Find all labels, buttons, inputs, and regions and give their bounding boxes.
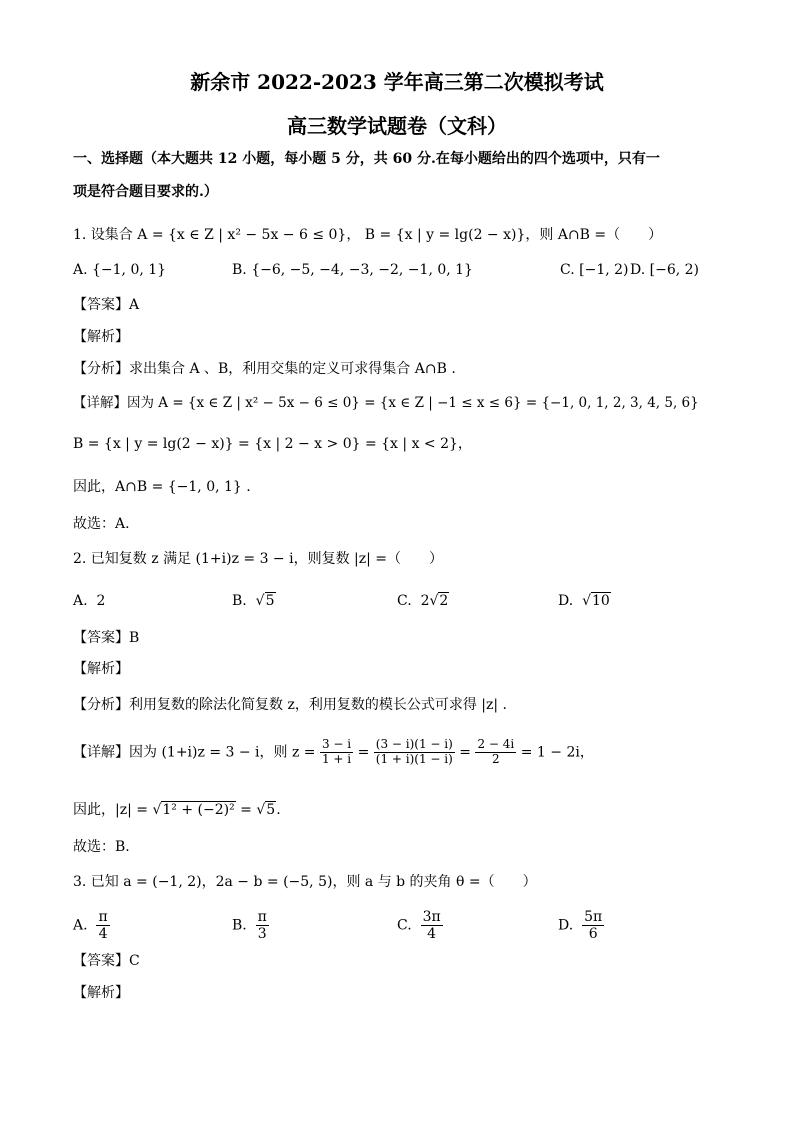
q2-option-c-coef: 2	[420, 593, 430, 609]
q2-stem: 2. 已知复数 z 满足 (1+i)z = 3 − i，则复数 |z| =（ ）	[73, 551, 444, 567]
q2-choose: 故选：B.	[73, 839, 130, 855]
q2-option-d-root-sign: √	[582, 593, 592, 609]
q3-option-d[interactable]	[558, 909, 604, 942]
q3-stem: 3. 已知 a = (−1, 2)，2a − b = (−5, 5)，则 a 与 b 的夹角 θ =（ ）	[73, 874, 537, 890]
section-header-line1: 一、选择题（本大题共 12 小题，每小题 5 分，共 60 分.在每小题给出的四个选项中，只有一	[73, 151, 660, 167]
q1-option-c[interactable]	[560, 262, 629, 279]
q2-answer: 【答案】B	[73, 630, 140, 646]
q2-equals-1: =	[357, 744, 370, 761]
q2-fenxi: 【分析】利用复数的除法化简复数 z，利用复数的模长公式可求得 |z| .	[73, 697, 507, 713]
q1-stem-pre: 1. 设集合	[73, 227, 133, 243]
q1-option-a-label: A.	[73, 262, 88, 278]
q2-fraction-1	[320, 738, 353, 767]
q3-option-a-frac	[96, 909, 109, 942]
q1-set-b: B = {x | y = lg(2 − x)}	[364, 227, 526, 243]
q2-detail2-root2: 5	[266, 802, 276, 818]
q2-option-c-text: 2	[439, 593, 449, 609]
q2-option-c-label: C.	[397, 593, 412, 609]
q3-option-c[interactable]	[397, 909, 443, 942]
q3-jiexi: 【解析】	[73, 985, 129, 1001]
q1-option-d-label: D.	[630, 262, 646, 278]
q1-option-d[interactable]	[630, 262, 699, 279]
q3-answer: 【答案】C	[73, 953, 140, 969]
q1-set-a: A = {x ∈ Z | x² − 5x − 6 ≤ 0}	[137, 227, 347, 243]
q3-option-a-num: π	[98, 909, 108, 925]
q2-option-c-root-sign: √	[429, 593, 439, 609]
section-header-line2: 项是符合题目要求的.）	[73, 184, 218, 200]
q2-fraction-2-den: (1 + i)(1 − i)	[375, 751, 453, 766]
q2-fraction-3-den: 2	[492, 751, 500, 766]
q2-detail2-end: .	[276, 802, 281, 818]
q2-fraction-2	[374, 738, 455, 767]
q3-option-d-label: D.	[558, 917, 574, 934]
q2-detail2-eq: =	[240, 802, 252, 818]
q2-equals-2: =	[459, 744, 472, 761]
q2-option-c[interactable]	[397, 593, 449, 610]
q2-option-b-root-sign: √	[255, 593, 265, 609]
q2-fraction-1-den: 1 + i	[321, 751, 352, 766]
q1-option-a[interactable]	[73, 262, 166, 279]
q3-option-d-num: 5π	[584, 909, 603, 925]
q3-option-d-den: 6	[588, 926, 598, 943]
q3-option-c-label: C.	[397, 917, 412, 934]
q1-jiexi: 【解析】	[73, 329, 129, 345]
q2-option-b-label: B.	[232, 593, 247, 609]
q1-option-b[interactable]	[232, 262, 473, 279]
q1-stem-post: ，则 A∩B =（ ）	[525, 227, 663, 243]
q1-option-b-label: B.	[232, 262, 247, 278]
q1-stem: 1. 设集合 A = {x ∈ Z | x² − 5x − 6 ≤ 0}， B = {x | y = lg(2 − x)}，则 A∩B =（ ）	[73, 227, 663, 243]
q3-option-c-den: 4	[427, 926, 437, 943]
q2-detail-1	[73, 738, 594, 767]
q1-option-c-text: [−1, 2)	[579, 262, 629, 278]
q2-fraction-3	[475, 738, 516, 767]
q2-detail2-root-sign: √	[152, 802, 162, 818]
q2-fraction-2-num: (3 − i)(1 − i)	[375, 737, 453, 751]
q1-answer: 【答案】A	[73, 297, 140, 313]
q1-detail-2: B = {x | y = lg(2 − x)} = {x | 2 − x > 0} = {x | x < 2}，	[73, 436, 472, 452]
q3-option-b-frac	[256, 909, 269, 942]
q3-option-b-label: B.	[232, 917, 247, 934]
q3-option-b[interactable]	[232, 909, 269, 942]
q2-option-d[interactable]	[558, 593, 611, 610]
q2-option-b[interactable]	[232, 593, 276, 610]
q2-detail-post: = 1 − 2i，	[520, 744, 594, 761]
q2-fraction-1-num: 3 − i	[321, 737, 352, 751]
q2-detail2-pre: 因此，|z| =	[73, 802, 148, 818]
q2-detail-pre: 【详解】因为 (1+i)z = 3 − i，则 z =	[73, 744, 316, 761]
q2-option-d-label: D.	[558, 593, 574, 609]
q3-option-b-den: 3	[257, 926, 267, 943]
q3-option-a-label: A.	[73, 917, 88, 934]
q2-option-d-text: 10	[592, 593, 610, 609]
q3-option-a[interactable]	[73, 909, 110, 942]
q1-option-c-label: C.	[560, 262, 575, 278]
q2-option-a[interactable]	[73, 593, 105, 610]
q2-option-a-label: A.	[73, 593, 88, 609]
q1-option-a-text: {−1, 0, 1}	[92, 262, 167, 278]
q2-fraction-3-num: 2 − 4i	[477, 737, 515, 751]
q1-detail-3: 因此，A∩B = {−1, 0, 1} .	[73, 479, 251, 495]
q2-option-b-text: 5	[265, 593, 275, 609]
q1-fenxi: 【分析】求出集合 A 、B，利用交集的定义可求得集合 A∩B .	[73, 361, 456, 377]
q3-option-c-num: 3π	[422, 909, 441, 925]
page-title: 新余市 2022-2023 学年高三第二次模拟考试	[190, 70, 604, 94]
q1-option-b-text: {−6, −5, −4, −3, −2, −1, 0, 1}	[251, 262, 473, 278]
q2-jiexi: 【解析】	[73, 661, 129, 677]
q2-option-a-text: 2	[96, 593, 106, 609]
q2-detail2-root2-sign: √	[256, 802, 266, 818]
q3-option-a-den: 4	[98, 926, 108, 943]
q3-option-b-num: π	[257, 909, 267, 925]
q3-option-d-frac	[582, 909, 604, 942]
q3-option-c-frac	[421, 909, 443, 942]
q2-detail2-root: 1² + (−2)²	[162, 802, 235, 818]
page-subtitle: 高三数学试题卷（文科）	[287, 114, 507, 138]
q1-option-d-text: [−6, 2)	[649, 262, 700, 278]
q1-choose: 故选：A.	[73, 516, 130, 532]
q2-detail-2	[73, 802, 281, 819]
q1-detail-1: 【详解】因为 A = {x ∈ Z | x² − 5x − 6 ≤ 0} = {x ∈ Z | −1 ≤ x ≤ 6} = {−1, 0, 1, 2, 3, 4, 5, 6}	[73, 395, 699, 411]
